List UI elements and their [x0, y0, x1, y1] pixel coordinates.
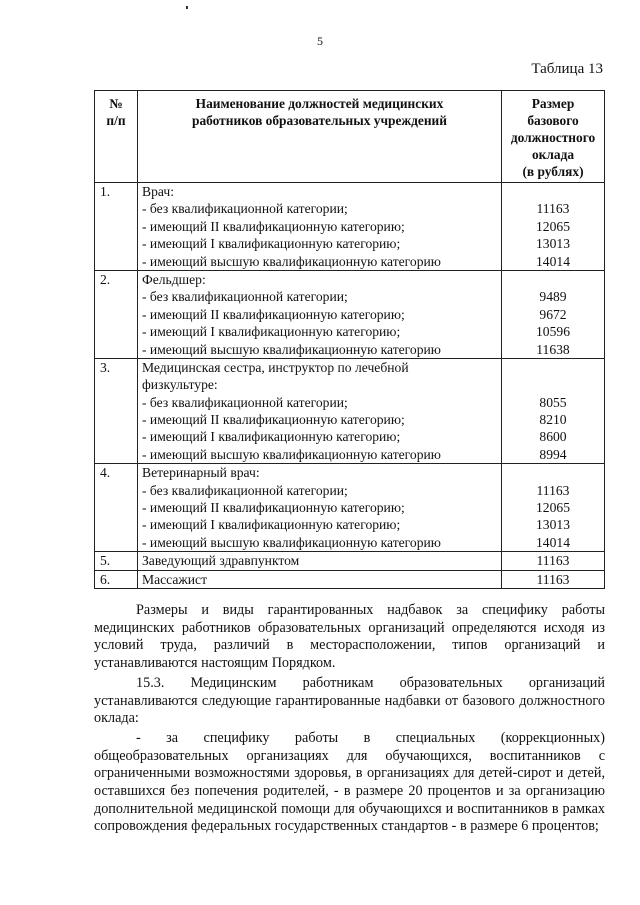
- salary-value: 11163: [536, 571, 570, 587]
- table-row: [95, 358, 605, 463]
- header-num: [95, 91, 138, 183]
- header-salary-line: (в рублях): [522, 164, 584, 179]
- paragraph: - за специфику работы в специальных (коррекционных) общеобразовательных организациях для обучающихся, воспитанников с ограниченными возможностями здоровья, в организациях для детей-сирот и детей, оставшихся без попечения родителей, - в размере 20 процентов и за организацию дополнительной медицинской помощи для обучающихся и воспитанников в рамках сопровождения федеральных государственных стандартов - в размере 6 процентов;: [94, 729, 605, 835]
- header-num-line: п/п: [106, 113, 126, 128]
- salary-value: 11163: [536, 201, 570, 217]
- row-number: 6.: [95, 570, 138, 588]
- table-row: [95, 552, 605, 570]
- salary-value: 8055: [539, 394, 567, 410]
- salary-cell: [502, 552, 605, 570]
- salary-spacer: [502, 271, 604, 288]
- page-number: 5: [317, 34, 323, 48]
- header-name-line: Наименование должностей медицинских: [195, 96, 444, 111]
- salary-spacer: [502, 183, 604, 200]
- category-label: - имеющий II квалификационную категорию;: [142, 218, 405, 234]
- salary-value: 13013: [536, 517, 570, 533]
- category-label: - имеющий высшую квалификационную категорию: [142, 446, 441, 462]
- table-header-row: [95, 91, 605, 183]
- category-label: Заведующий здравпунктом: [142, 553, 300, 569]
- category-label: - имеющий высшую квалификационную категорию: [142, 253, 441, 269]
- salary-spacer: [502, 376, 604, 393]
- position-title: Фельдшер:: [142, 271, 206, 287]
- header-name: [138, 91, 502, 183]
- category-label: - имеющий II квалификационную категорию;: [142, 500, 405, 516]
- salary-value: 12065: [536, 500, 570, 516]
- category-label: - имеющий высшую квалификационную категорию: [142, 534, 441, 550]
- category-label: - имеющий I квалификационную категорию;: [142, 429, 401, 445]
- salary-value: 8994: [539, 446, 567, 462]
- row-number: 3.: [95, 358, 138, 463]
- salary-spacer: [502, 359, 604, 376]
- salary-cell: [502, 183, 605, 271]
- salary-value: 11163: [536, 553, 570, 569]
- position-cell: [138, 270, 502, 358]
- row-number: 5.: [95, 552, 138, 570]
- category-label: - без квалификационной категории;: [142, 201, 348, 217]
- category-label: - имеющий I квалификационную категорию;: [142, 324, 401, 340]
- header-salary-line: Размер: [531, 96, 575, 111]
- header-salary-line: должностного: [510, 130, 596, 145]
- category-label: - имеющий высшую квалификационную категорию: [142, 341, 441, 357]
- paragraph: 15.3. Медицинским работникам образовательных организаций устанавливаются следующие гарантированные надбавки от базового должностного оклада:: [94, 674, 605, 727]
- paragraph: Размеры и виды гарантированных надбавок за специфику работы медицинских работников образовательных организаций определяются исходя из условий труда, различий в месторасположении, типов организаций и устанавливаются настоящим Порядком.: [94, 602, 605, 672]
- position-cell: [138, 570, 502, 588]
- header-name-line: работников образовательных учреждений: [192, 113, 447, 128]
- header-num-line: №: [109, 96, 123, 111]
- salary-table: [94, 90, 605, 589]
- category-label: - без квалификационной категории;: [142, 394, 348, 410]
- salary-value: 14014: [536, 253, 570, 269]
- category-label: - имеющий I квалификационную категорию;: [142, 236, 401, 252]
- position-cell: [138, 183, 502, 271]
- position-title: физкультуре:: [142, 377, 218, 393]
- position-title: Медицинская сестра, инструктор по лечебной: [142, 359, 409, 375]
- table-row: [95, 570, 605, 588]
- salary-cell: [502, 270, 605, 358]
- row-number: 4.: [95, 464, 138, 552]
- salary-value: 10596: [536, 324, 570, 340]
- table-row: [95, 183, 605, 271]
- salary-value: 8210: [539, 412, 567, 428]
- category-label: Массажист: [142, 571, 208, 587]
- scan-speck: [186, 6, 188, 9]
- category-label: - без квалификационной категории;: [142, 482, 348, 498]
- row-number: 2.: [95, 270, 138, 358]
- category-label: - имеющий I квалификационную категорию;: [142, 517, 401, 533]
- salary-value: 11163: [536, 482, 570, 498]
- position-title: Ветеринарный врач:: [142, 465, 260, 481]
- salary-value: 12065: [536, 218, 570, 234]
- body-text: [94, 602, 605, 836]
- salary-cell: [502, 358, 605, 463]
- header-salary: [502, 91, 605, 183]
- table-row: [95, 464, 605, 552]
- salary-cell: [502, 570, 605, 588]
- salary-value: 14014: [536, 534, 570, 550]
- header-salary-line: оклада: [531, 147, 575, 162]
- position-cell: [138, 358, 502, 463]
- row-number: 1.: [95, 183, 138, 271]
- table-label: Таблица 13: [531, 61, 603, 77]
- position-cell: [138, 464, 502, 552]
- salary-value: 13013: [536, 236, 570, 252]
- salary-value: 9672: [539, 306, 567, 322]
- category-label: - имеющий II квалификационную категорию;: [142, 412, 405, 428]
- salary-cell: [502, 464, 605, 552]
- category-label: - без квалификационной категории;: [142, 289, 348, 305]
- salary-value: 9489: [539, 289, 567, 305]
- salary-value: 11638: [536, 341, 570, 357]
- header-salary-line: базового: [527, 113, 579, 128]
- salary-value: 8600: [539, 429, 567, 445]
- table-row: [95, 270, 605, 358]
- category-label: - имеющий II квалификационную категорию;: [142, 306, 405, 322]
- position-title: Врач:: [142, 184, 174, 199]
- position-cell: [138, 552, 502, 570]
- salary-spacer: [502, 464, 604, 481]
